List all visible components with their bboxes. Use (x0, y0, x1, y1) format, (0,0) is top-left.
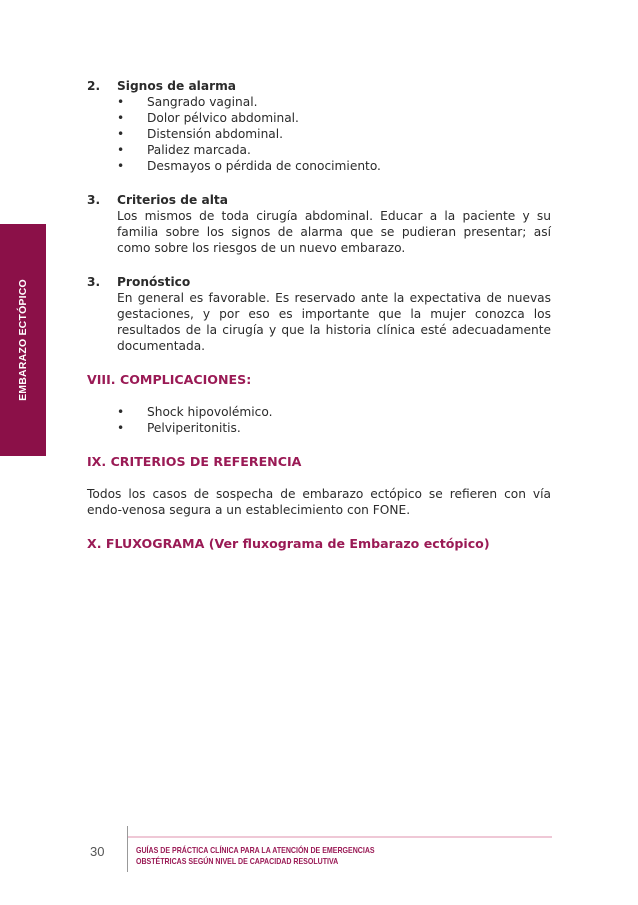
sidebar-label: EMBARAZO ECTÓPICO (17, 279, 29, 401)
bullet-icon: • (117, 421, 125, 435)
section-title: Signos de alarma (117, 79, 237, 93)
section-number: 2. (87, 79, 101, 93)
footer-title (136, 845, 375, 867)
list-item: • Shock hipovolémico. (117, 405, 273, 419)
footer-rule (128, 836, 552, 838)
list-item: • Desmayos o pérdida de conocimiento. (117, 159, 381, 173)
bullet-icon: • (117, 111, 125, 125)
section-criterios-alta (87, 192, 551, 256)
section-number: 3. (87, 193, 101, 207)
list-item: • Pelviperitonitis. (117, 421, 241, 435)
list-item: • Distensión abdominal. (117, 127, 284, 141)
bullet-list-complicaciones (87, 404, 551, 436)
heading-criterios-referencia: IX. CRITERIOS DE REFERENCIA (87, 454, 302, 469)
bullet-icon: • (117, 143, 125, 157)
heading-fluxograma: X. FLUXOGRAMA (Ver fluxograma de Embarazo ectópico) (87, 536, 490, 551)
section-pronostico (87, 274, 551, 354)
bullet-list (117, 94, 551, 174)
heading-complicaciones: VIII. COMPLICACIONES: (87, 372, 252, 387)
bullet-icon: • (117, 159, 125, 173)
section-signos-alarma (87, 78, 551, 174)
bullet-icon: • (117, 95, 125, 109)
bullet-icon: • (117, 127, 125, 141)
footer-separator (127, 826, 128, 872)
section-text: Los mismos de toda cirugía abdominal. Educar a la paciente y su familia sobre los signos de alarma que se pudieran presentar; así como sobre los riesgos de un nuevo embarazo. (117, 209, 551, 255)
footer-line-1: GUÍAS DE PRÁCTICA CLÍNICA PARA LA ATENCIÓN DE EMERGENCIAS (136, 846, 375, 855)
list-item: • Sangrado vaginal. (117, 95, 258, 109)
page-content (87, 78, 551, 552)
section-text: En general es favorable. Es reservado ante la expectativa de nuevas gestaciones, y por eso es importante que la mujer conozca los resultados de la cirugía y que la historia clínica esté adecuadamente documentada. (117, 291, 551, 353)
section-title: Criterios de alta (117, 193, 228, 207)
referencia-text: Todos los casos de sospecha de embarazo ectópico se refieren con vía endo-venosa segura a un establecimiento con FONE. (87, 487, 551, 517)
footer-line-2: OBSTÉTRICAS SEGÚN NIVEL DE CAPACIDAD RESOLUTIVA (136, 857, 339, 866)
section-title: Pronóstico (117, 275, 191, 289)
list-item: • Dolor pélvico abdominal. (117, 111, 299, 125)
section-number: 3. (87, 275, 101, 289)
list-item: • Palidez marcada. (117, 143, 251, 157)
page-number: 30 (90, 844, 105, 859)
bullet-icon: • (117, 405, 125, 419)
